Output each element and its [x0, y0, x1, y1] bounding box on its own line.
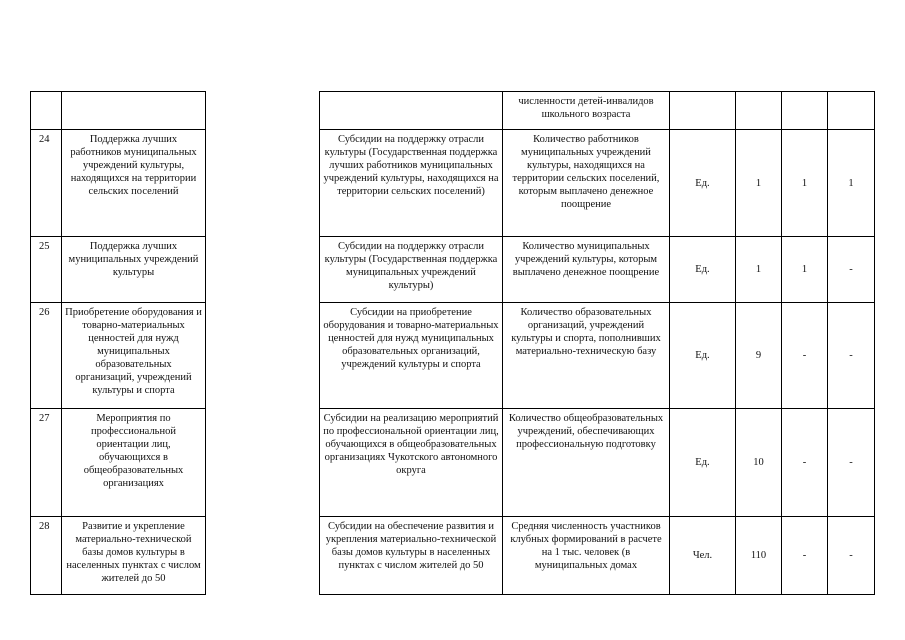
indicator-cell: Средняя численность участников клубных формирований в расчете на 1 тыс. человек (в муниципальных домах: [503, 517, 670, 595]
row-number: 26: [31, 303, 62, 409]
table-row: [31, 409, 206, 517]
row-number: [31, 92, 62, 130]
measure-name: [62, 92, 206, 130]
table-row: [320, 303, 875, 409]
unit-cell: Ед.: [670, 237, 736, 303]
indicator-cell: Количество муниципальных учреждений культуры, которым выплачено денежное поощрение: [503, 237, 670, 303]
value-cell: 10: [736, 409, 782, 517]
row-number: 24: [31, 130, 62, 237]
indicator-cell: численности детей-инвалидов школьного возраста: [503, 92, 670, 130]
measure-name: Поддержка лучших работников муниципальных учреждений культуры, находящихся на территории сельских поселений: [62, 130, 206, 237]
value-cell: 1: [736, 237, 782, 303]
value-cell: 110: [736, 517, 782, 595]
subsidy-cell: Субсидии на поддержку отрасли культуры (Государственная поддержка лучших работников муниципальных учреждений культуры, находящихся на территории сельских поселений): [320, 130, 503, 237]
value-cell: 1: [736, 130, 782, 237]
measure-name: Мероприятия по профессиональной ориентации лиц, обучающихся в общеобразовательных организациях: [62, 409, 206, 517]
unit-cell: Ед.: [670, 130, 736, 237]
table-row: [320, 409, 875, 517]
value-cell: -: [828, 409, 875, 517]
row-number: 27: [31, 409, 62, 517]
unit-cell: Ед.: [670, 409, 736, 517]
table-row: [31, 130, 206, 237]
subsidy-cell: [320, 92, 503, 130]
left-table: [30, 91, 206, 595]
unit-cell: Ед.: [670, 303, 736, 409]
table-row: [31, 237, 206, 303]
table-row: [320, 92, 875, 130]
value-cell: [736, 92, 782, 130]
value-cell: [782, 92, 828, 130]
value-cell: -: [828, 517, 875, 595]
unit-cell: Чел.: [670, 517, 736, 595]
measure-name: Поддержка лучших муниципальных учреждений культуры: [62, 237, 206, 303]
table-row: [31, 303, 206, 409]
value-cell: 1: [828, 130, 875, 237]
measure-name: Развитие и укрепление материально-технической базы домов культуры в населенных пунктах с числом жителей до 50: [62, 517, 206, 595]
subsidy-cell: Субсидии на поддержку отрасли культуры (Государственная поддержка муниципальных учреждений культуры): [320, 237, 503, 303]
value-cell: -: [828, 303, 875, 409]
table-row: [320, 130, 875, 237]
subsidy-cell: Субсидии на реализацию мероприятий по профессиональной ориентации лиц, обучающихся в общеобразовательных организациях Чукотского автономного округа: [320, 409, 503, 517]
table-row: [320, 237, 875, 303]
table-row: [31, 517, 206, 595]
value-cell: -: [782, 409, 828, 517]
value-cell: 1: [782, 237, 828, 303]
row-number: 28: [31, 517, 62, 595]
subsidy-cell: Субсидии на обеспечение развития и укрепления материально-технической базы домов культуры в населенных пунктах с числом жителей до 50: [320, 517, 503, 595]
value-cell: -: [782, 303, 828, 409]
table-row: [320, 517, 875, 595]
row-number: 25: [31, 237, 62, 303]
value-cell: -: [782, 517, 828, 595]
indicator-cell: Количество работников муниципальных учреждений культуры, находящихся на территории сельских поселений, которым выплачено денежное поощрение: [503, 130, 670, 237]
table-row: [31, 92, 206, 130]
value-cell: 9: [736, 303, 782, 409]
value-cell: -: [828, 237, 875, 303]
indicator-cell: Количество общеобразовательных учреждений, обеспечивающих профессиональную подготовку: [503, 409, 670, 517]
value-cell: 1: [782, 130, 828, 237]
value-cell: [828, 92, 875, 130]
subsidy-cell: Субсидии на приобретение оборудования и товарно-материальных ценностей для нужд муниципальных образовательных организаций, учреждений культуры и спорта: [320, 303, 503, 409]
right-table: [319, 91, 875, 595]
measure-name: Приобретение оборудования и товарно-материальных ценностей для нужд муниципальных образовательных организаций, учреждений культуры и спорта: [62, 303, 206, 409]
indicator-cell: Количество образовательных организаций, учреждений культуры и спорта, пополнивших материально-техническую базу: [503, 303, 670, 409]
unit-cell: [670, 92, 736, 130]
